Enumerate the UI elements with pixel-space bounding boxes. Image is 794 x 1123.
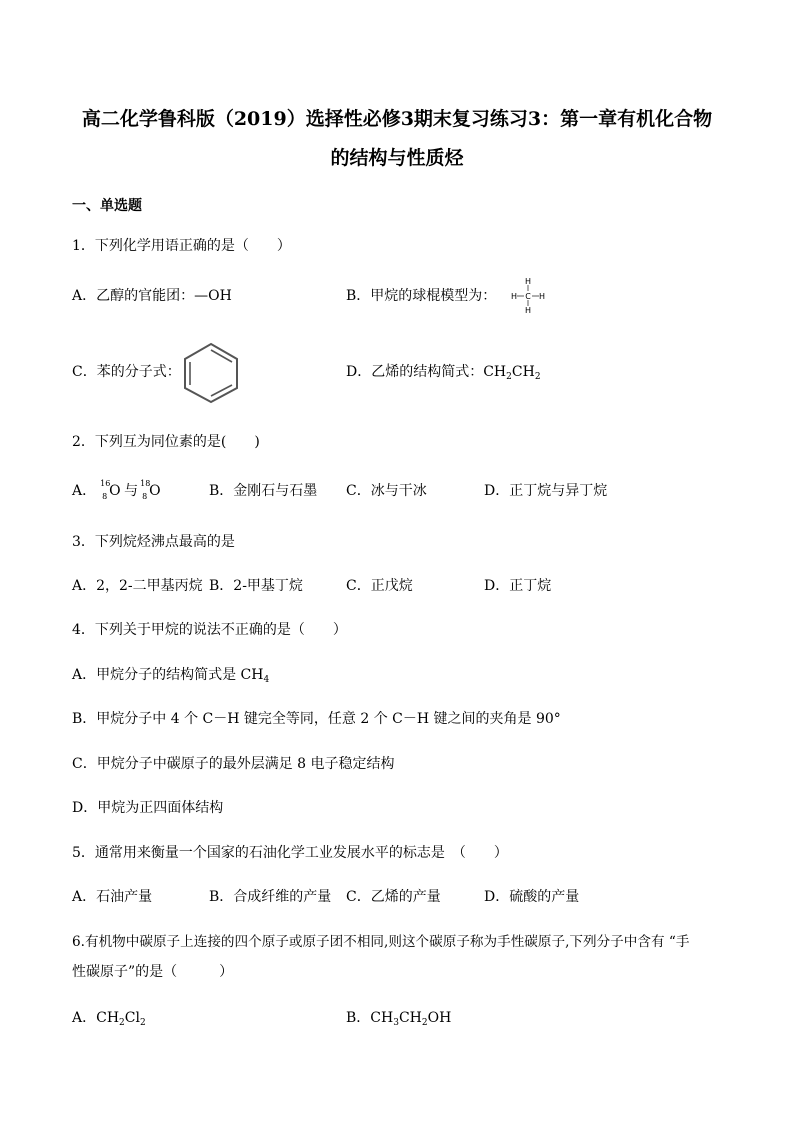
q1-stem: 1．下列化学用语正确的是（ ）: [72, 238, 291, 254]
q4-option-b: B．甲烷分子中 4 个 C－H 键完全等同，任意 2 个 C－H 键之间的夹角是 90°: [72, 711, 561, 727]
q6-b-sub2: 2: [421, 1018, 428, 1028]
q2-a-mid: 与: [124, 483, 139, 499]
q6-b-prefix: B．CH: [346, 1010, 394, 1026]
q2-option-d: D．正丁烷与异丁烷: [484, 483, 608, 499]
q4-a-prefix: A．甲烷分子的结构简式是 CH: [72, 667, 264, 683]
isotope-o16-number: 8: [102, 492, 108, 501]
q6-b-mid: CH: [398, 1010, 422, 1026]
q6-a-prefix: A．CH: [72, 1010, 120, 1026]
q1-option-a: A．乙醇的官能团：—OH: [72, 288, 232, 304]
q2-option-c: C．冰与干冰: [346, 483, 427, 499]
q4-option-a: [72, 665, 269, 690]
isotope-o16-symbol: O: [109, 483, 121, 499]
benzene-double-bond-1: [211, 350, 232, 362]
q5-option-a: A．石油产量: [72, 889, 153, 905]
methane-c-center: C: [525, 292, 531, 301]
q5-option-d: D．硫酸的产量: [484, 889, 580, 905]
q6-option-a: [72, 1008, 146, 1033]
q6-stem-line-1: 6.有机物中碳原子上连接的四个原子或原子团不相同,则这个碳原子称为手性碳原子,下列分子中含有 “手: [72, 934, 690, 950]
q5-stem: 5．通常用来衡量一个国家的石油化学工业发展水平的标志是 （ ）: [72, 845, 508, 861]
isotope-o16-mass: 16: [100, 479, 111, 488]
q2-option-b: B．金刚石与石墨: [209, 483, 318, 499]
q4-option-c: C．甲烷分子中碳原子的最外层满足 8 电子稳定结构: [72, 756, 395, 772]
q3-option-a: A．2，2-二甲基丙烷: [72, 578, 203, 594]
q6-b-suffix: OH: [427, 1010, 452, 1026]
methane-h-left: H: [510, 292, 518, 301]
q6-b-sub1: 3: [393, 1018, 399, 1028]
section-heading: 一、单选题: [72, 198, 142, 214]
isotope-o18-mass: 18: [140, 479, 151, 488]
benzene-hexagon: [185, 344, 237, 402]
methane-structure-diagram: [508, 276, 548, 316]
q4-stem: 4．下列关于甲烷的说法不正确的是（ ）: [72, 622, 347, 638]
q1-option-c: C．苯的分子式：: [72, 364, 181, 380]
q1-d-sub2: 2: [534, 372, 541, 382]
q6-option-b: [346, 1008, 451, 1033]
q1-d-mid: CH: [511, 364, 535, 380]
q2-stem: 2．下列互为同位素的是( ): [72, 434, 260, 450]
q5-option-b: B．合成纤维的产量: [209, 889, 332, 905]
methane-h-bottom: H: [524, 306, 532, 315]
q6-stem-line-2: 性碳原子”的是（ ）: [72, 964, 234, 980]
q6-a-mid: Cl: [124, 1010, 140, 1026]
document-title-line-2: 的结构与性质烃: [330, 147, 464, 169]
q3-stem: 3．下列烷烃沸点最高的是: [72, 534, 235, 550]
q1-option-d: [346, 362, 541, 387]
isotope-o18-number: 8: [142, 492, 148, 501]
q6-a-sub2: 2: [139, 1018, 146, 1028]
q6-a-sub1: 2: [119, 1018, 125, 1028]
methane-h-top: H: [524, 277, 532, 286]
q3-option-b: B．2-甲基丁烷: [209, 578, 303, 594]
benzene-double-bond-2: [211, 385, 232, 396]
q2-option-a: [72, 481, 166, 501]
isotope-o18: [138, 481, 166, 501]
q3-option-c: C．正戊烷: [346, 578, 413, 594]
benzene-ring-svg: [180, 341, 242, 405]
methane-structure-svg: [508, 276, 548, 316]
document-title-line-1: 高二化学鲁科版（2019）选择性必修3期末复习练习3：第一章有机化合物: [81, 108, 713, 130]
q3-option-d: D．正丁烷: [484, 578, 552, 594]
isotope-o18-symbol: O: [149, 483, 161, 499]
q4-a-sub: 4: [263, 675, 270, 685]
benzene-ring-diagram: [180, 341, 242, 405]
q5-option-c: C．乙烯的产量: [346, 889, 441, 905]
methane-h-right: H: [538, 292, 546, 301]
isotope-o16: [96, 481, 124, 501]
q1-d-prefix: D．乙烯的结构简式：CH: [346, 364, 507, 380]
q1-option-b: B．甲烷的球棍模型为：: [346, 288, 497, 304]
q4-option-d: D．甲烷为正四面体结构: [72, 800, 224, 816]
q1-d-sub1: 2: [506, 372, 512, 382]
q2-a-prefix: A．: [72, 483, 97, 499]
